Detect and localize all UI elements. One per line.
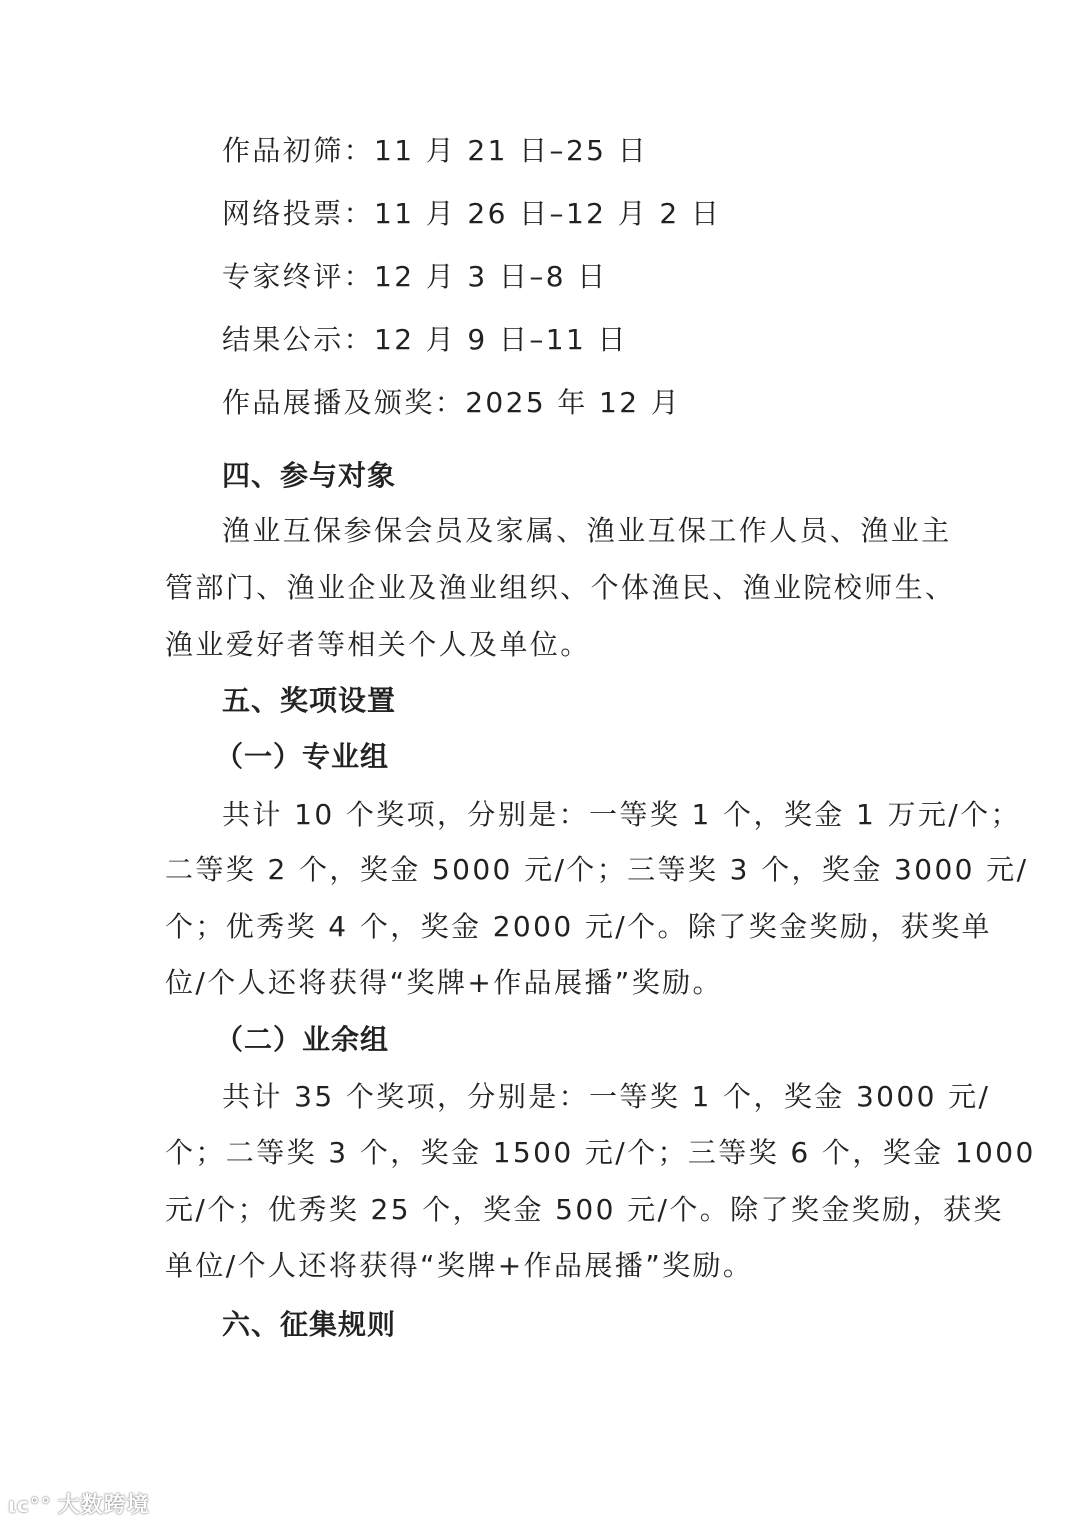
paragraph-line: 个；二等奖 3 个，奖金 1500 元/个；三等奖 6 个，奖金 1000 <box>165 1136 1036 1169</box>
paragraph-line: 共计 35 个奖项，分别是：一等奖 1 个，奖金 3000 元/ <box>222 1080 991 1113</box>
paragraph-line: 个；优秀奖 4 个，奖金 2000 元/个。除了奖金奖励，获奖单 <box>165 910 992 943</box>
section-heading: 五、奖项设置 <box>222 684 397 717</box>
subsection-heading: （二）业余组 <box>215 1023 390 1056</box>
watermark-text: 大数跨境 <box>57 1493 150 1518</box>
paragraph-line: 二等奖 2 个，奖金 5000 元/个；三等奖 3 个，奖金 3000 元/ <box>165 853 1029 886</box>
schedule-item: 作品初筛：11 月 21 日–25 日 <box>222 134 649 167</box>
schedule-item: 结果公示：12 月 9 日–11 日 <box>222 323 628 356</box>
subsection-heading: （一）专业组 <box>215 740 390 773</box>
paragraph-line: 管部门、渔业企业及渔业组织、个体渔民、渔业院校师生、 <box>165 571 956 604</box>
schedule-item: 作品展播及颁奖：2025 年 12 月 <box>222 386 682 419</box>
schedule-item: 网络投票：11 月 26 日–12 月 2 日 <box>222 197 722 230</box>
paragraph-line: 渔业爱好者等相关个人及单位。 <box>165 628 591 661</box>
paragraph-line: 共计 10 个奖项，分别是：一等奖 1 个，奖金 1 万元/个； <box>222 798 1021 831</box>
watermark <box>8 1488 150 1519</box>
paragraph-line: 渔业互保参保会员及家属、渔业互保工作人员、渔业主 <box>222 514 952 547</box>
section-heading: 六、征集规则 <box>222 1308 397 1341</box>
paragraph-line: 元/个；优秀奖 25 个，奖金 500 元/个。除了奖金奖励，获奖 <box>165 1193 1004 1226</box>
paragraph-line: 位/个人还将获得“奖牌+作品展播”奖励。 <box>165 966 723 999</box>
paragraph-line: 单位/个人还将获得“奖牌+作品展播”奖励。 <box>165 1249 754 1282</box>
watermark-logo-icon: ιc°° <box>8 1493 52 1517</box>
schedule-item: 专家终评：12 月 3 日–8 日 <box>222 260 608 293</box>
section-heading: 四、参与对象 <box>222 459 397 492</box>
